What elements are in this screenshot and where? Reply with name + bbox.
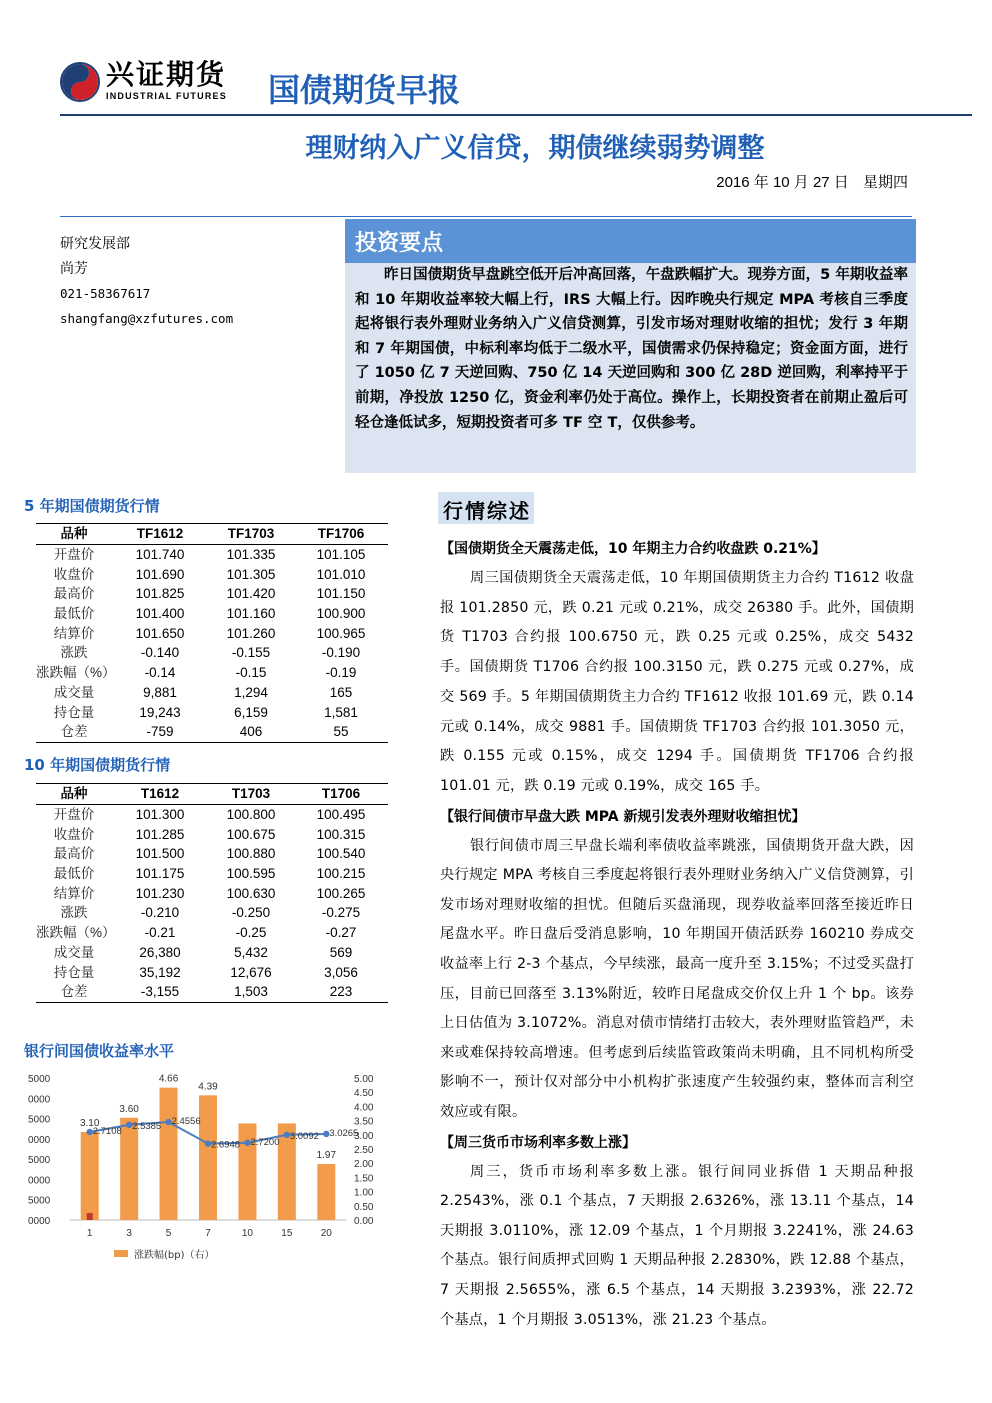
- header-divider: [60, 114, 972, 116]
- table-cell: 1,581: [324, 704, 358, 720]
- right-axis-tick: 4.00: [354, 1102, 374, 1114]
- right-axis-tick: 5.00: [354, 1074, 374, 1085]
- left-axis-tick: 5000: [28, 1195, 51, 1207]
- table10: [36, 783, 388, 1003]
- table-cell: 5,432: [234, 944, 268, 960]
- yield-point-label: 2.6948: [211, 1139, 241, 1151]
- bar-value-label: 4.39: [198, 1081, 218, 1093]
- column-header: 品种: [36, 784, 112, 805]
- key-points-box: [345, 263, 916, 473]
- table-cell: 101.500: [135, 846, 185, 862]
- left-axis-tick: 0000: [28, 1216, 51, 1227]
- table-cell: 101.150: [316, 586, 366, 602]
- key-points-header: [345, 219, 916, 263]
- table-row: [36, 844, 388, 864]
- table-cell: -3,155: [112, 982, 208, 1002]
- table-row: [36, 943, 388, 963]
- market-paragraph-1: 周三国债期货全天震荡走低，10 年期国债期货主力合约 T1612 收盘报 101.2850 元，跌 0.21 元或 0.21%，成交 26380 手。此外，国债期货 T1703 合约报 100.6750 元，跌 0.25 元或 0.25%，成交 5432 手。国债期货 T1706 合约报 100.3150 元，跌 0.275 元或 0.27%，成交 569 手。5 年期国债期货主力合约 TF1612 收报 101.69 元，跌 0.14 元或 0.14%，成交 9881 手。国债期货 TF1703 合约报 101.3050 元，跌 0.155 元或 0.15%，成交 1294 手。国债期货 TF1706 合约报 101.01 元，跌 0.19 元或 0.19%，成交 165 手。: [440, 570, 914, 794]
- table-row: [36, 544, 388, 564]
- section-divider: [60, 216, 912, 217]
- table-cell: 101.650: [135, 625, 185, 641]
- column-header: T1612: [112, 784, 208, 805]
- table-row: [36, 702, 388, 722]
- table10-title: 10 年期国债期货行情: [24, 756, 171, 774]
- table-cell: -0.250: [231, 905, 271, 921]
- table-cell: -0.210: [140, 905, 180, 921]
- yield-point-label: 2.4556: [171, 1116, 201, 1128]
- table-cell: 406: [208, 722, 294, 742]
- headline: 理财纳入广义信贷，期债继续弱势调整: [305, 133, 765, 164]
- table-row: [36, 722, 388, 742]
- table-row: [36, 824, 388, 844]
- bar-value-label: 3.10: [79, 1117, 100, 1129]
- x-axis-tick: 3: [126, 1228, 132, 1239]
- table-cell: 1,503: [208, 982, 294, 1002]
- column-header: TF1612: [112, 524, 208, 545]
- table-header-row: [36, 524, 388, 545]
- table-cell: -0.190: [321, 645, 361, 661]
- bar: [317, 1164, 335, 1220]
- table-cell: 100.800: [226, 807, 276, 823]
- yield-point-label: 3.0092: [289, 1130, 319, 1142]
- date-text: 2016 年 10 月 27 日: [716, 174, 849, 191]
- x-axis-tick: 7: [205, 1228, 211, 1239]
- table-cell: 101.230: [135, 885, 185, 901]
- table-cell: 100.540: [316, 846, 366, 862]
- table-cell: 19,243: [139, 704, 181, 720]
- left-axis-tick: 5000: [28, 1074, 51, 1085]
- bar: [81, 1132, 99, 1220]
- table-cell: 101.305: [226, 566, 276, 582]
- table-cell: 101.260: [226, 625, 276, 641]
- row-label: 持仓量: [53, 704, 95, 720]
- row-label: 涨跌: [60, 645, 88, 661]
- row-label: 开盘价: [53, 807, 95, 823]
- table-cell: 100.630: [226, 885, 276, 901]
- table-cell: -0.27: [325, 925, 357, 941]
- row-label: 涨跌幅（%）: [36, 665, 116, 681]
- market-section-header: [438, 492, 534, 524]
- table-cell: 165: [329, 684, 353, 700]
- column-header: TF1706: [294, 524, 388, 545]
- table-row: [36, 804, 388, 824]
- bar: [160, 1088, 178, 1220]
- table-cell: -0.21: [144, 925, 176, 941]
- right-axis-tick: 3.00: [354, 1130, 374, 1142]
- weekday-text: 星期四: [862, 174, 908, 191]
- table-cell: -0.15: [235, 665, 267, 681]
- key-points-title: 投资要点: [355, 231, 444, 256]
- chart-title: 银行间国债收益率水平: [24, 1042, 175, 1060]
- table-cell: 100.315: [316, 826, 366, 842]
- column-header: T1706: [294, 784, 388, 805]
- table-cell: 12,676: [230, 964, 272, 980]
- table-cell: 100.675: [226, 826, 276, 842]
- table-cell: 101.175: [135, 866, 185, 882]
- x-axis-tick: 20: [320, 1228, 332, 1239]
- table-cell: 100.900: [316, 606, 366, 622]
- right-axis-tick: 2.50: [354, 1145, 374, 1156]
- table-cell: 101.420: [226, 586, 276, 602]
- table-cell: 101.690: [135, 566, 185, 582]
- column-header: T1703: [208, 784, 294, 805]
- table-row: [36, 883, 388, 903]
- table-cell: 101.285: [135, 826, 185, 842]
- right-axis-tick: 0.00: [354, 1216, 374, 1227]
- table-cell: 9,881: [143, 684, 177, 700]
- row-label: 仓差: [36, 982, 112, 1002]
- bar-value-label: 1.97: [316, 1150, 337, 1162]
- x-axis-tick: 1: [86, 1228, 93, 1239]
- market-heading-1: 【国债期货全天震荡走低，10 年期主力合约收盘跌 0.21%】: [440, 541, 826, 557]
- table-cell: 35,192: [139, 964, 181, 980]
- logo-english-name: INDUSTRIAL FUTURES: [106, 91, 227, 101]
- row-label: 结算价: [53, 625, 95, 641]
- row-label: 持仓量: [53, 964, 95, 980]
- yield-point-label: 2.7108: [92, 1125, 122, 1137]
- row-label: 成交量: [53, 684, 95, 700]
- report-date: [706, 171, 908, 192]
- table-cell: 223: [294, 982, 388, 1002]
- table-cell: -759: [112, 722, 208, 742]
- row-label: 最低价: [53, 866, 95, 882]
- table-cell: -0.155: [231, 645, 271, 661]
- table-row: [36, 683, 388, 703]
- table-cell: 101.105: [316, 547, 366, 563]
- table-cell: 100.495: [316, 807, 366, 823]
- table-row: [36, 982, 388, 1002]
- table-cell: 26,380: [139, 944, 181, 960]
- table-row: [36, 604, 388, 624]
- table5: [36, 523, 388, 743]
- column-header: 品种: [36, 524, 112, 545]
- table-cell: 55: [294, 722, 388, 742]
- right-axis-tick: 1.00: [354, 1187, 374, 1199]
- market-heading-3: 【周三货币市场利率多数上涨】: [440, 1134, 636, 1151]
- key-points-text: 昨日国债期货早盘跳空低开后冲高回落，午盘跌幅扩大。现券方面，5 年期收益率和 10 年期收益率较大幅上行，IRS 大幅上行。因昨晚央行规定 MPA 考核自三季度起将银行表外理财业务纳入广义信贷测算，引发市场对理财收缩的担忧；发行 3 年期和 7 年期国债，中标利率均低于二级水平，国债需求仍保持稳定；资金面方面，进行了 1050 亿 7 天逆回购、750 亿 14 天逆回购和 300 亿 28D 逆回购，利率持平于前期，净投放 1250 亿，资金利率仍处于高位。操作上，长期投资者在前期止盈后可轻仓逢低试多，短期投资者可多 TF 空 T，仅供参考。: [355, 267, 908, 431]
- row-label: 仓差: [36, 722, 112, 742]
- row-label: 收盘价: [53, 826, 95, 842]
- bar-value-label: 4.66: [158, 1073, 179, 1085]
- left-axis-tick: 5000: [28, 1155, 51, 1167]
- market-paragraph-3: 周三，货币市场利率多数上涨。银行间同业拆借 1 天期品种报 2.2543%，涨 0.1 个基点，7 天期报 2.6326%，涨 13.11 个基点，14 天期报 3.0110%，涨 12.09 个基点，1 个月期报 3.2241%，涨 24.63 个基点。银行间质押式回购 1 天期品种报 2.2830%，跌 12.88 个基点，7 天期报 2.5655%，涨 6.5 个基点，14 天期报 3.2393%，涨 22.72 个基点，1 个月期报 3.0513%，涨 21.23 个基点。: [440, 1163, 914, 1328]
- right-axis-tick: 4.50: [354, 1088, 374, 1100]
- table-cell: -0.25: [235, 925, 267, 941]
- row-label: 结算价: [53, 885, 95, 901]
- table-cell: 100.265: [316, 885, 366, 901]
- table-row: [36, 962, 388, 982]
- table-cell: 101.010: [316, 566, 366, 582]
- table-cell: 101.160: [226, 606, 276, 622]
- bar: [120, 1118, 138, 1220]
- yield-point-label: 2.5385: [132, 1120, 162, 1132]
- table-cell: -0.19: [325, 665, 357, 681]
- row-label: 涨跌: [60, 905, 88, 921]
- table-cell: 100.215: [316, 866, 366, 882]
- table-cell: 100.880: [226, 846, 276, 862]
- right-axis-tick: 0.50: [354, 1201, 374, 1213]
- left-axis-tick: 0000: [28, 1175, 51, 1187]
- table-row: [36, 584, 388, 604]
- row-label: 开盘价: [53, 547, 95, 563]
- table-row: [36, 923, 388, 943]
- table-row: [36, 643, 388, 663]
- right-axis-tick: 1.50: [354, 1173, 374, 1185]
- table-cell: 1,294: [234, 684, 268, 700]
- table-cell: 101.740: [135, 547, 185, 563]
- table-cell: 3,056: [324, 964, 358, 980]
- left-axis-tick: 5000: [28, 1114, 51, 1126]
- table-header-row: [36, 784, 388, 805]
- company-logo-icon: [60, 62, 100, 102]
- report-title: 国债期货早报: [268, 71, 461, 109]
- table-cell: 100.965: [316, 625, 366, 641]
- market-section-title: 行情综述: [443, 499, 531, 523]
- yield-point-label: 2.7200: [250, 1136, 280, 1148]
- change-marker: [87, 1213, 93, 1220]
- table-cell: 6,159: [234, 704, 268, 720]
- legend-swatch: [114, 1250, 128, 1257]
- right-axis-tick: 3.50: [354, 1116, 374, 1128]
- row-label: 涨跌幅（%）: [36, 925, 116, 941]
- table-cell: -0.275: [321, 905, 361, 921]
- x-axis-tick: 5: [165, 1228, 172, 1239]
- logo-chinese-name: 兴证期货: [106, 58, 227, 91]
- author-dept: 研究发展部: [60, 235, 130, 251]
- table-row: [36, 663, 388, 683]
- table-row: [36, 864, 388, 884]
- bar: [199, 1095, 217, 1220]
- market-review: [440, 534, 914, 1335]
- table-cell: 101.400: [135, 606, 185, 622]
- left-axis-tick: 0000: [28, 1134, 51, 1146]
- table-cell: -0.14: [144, 665, 176, 681]
- yield-point-label: 3.0265: [329, 1127, 359, 1139]
- row-label: 收盘价: [53, 566, 95, 582]
- table-cell: 101.335: [226, 547, 276, 563]
- market-heading-2: 【银行间债市早盘大跌 MPA 新规引发表外理财收缩担忧】: [440, 808, 806, 825]
- table-cell: 569: [329, 944, 353, 960]
- author-name: 尚芳: [60, 260, 88, 276]
- row-label: 最低价: [53, 606, 95, 622]
- x-axis-tick: 10: [241, 1228, 253, 1239]
- table-row: [36, 903, 388, 923]
- left-axis-tick: 0000: [28, 1094, 51, 1106]
- table-row: [36, 623, 388, 643]
- x-axis-tick: 15: [281, 1228, 293, 1239]
- table-cell: -0.140: [140, 645, 180, 661]
- market-paragraph-2: 银行间债市周三早盘长端利率债收益率跳涨，国债期货开盘大跌，因央行规定 MPA 考核自三季度起将银行表外理财业务纳入广义信贷测算，引发市场对理财收缩的担忧。但随后买盘涌现，现券收益率回落至接近昨日尾盘水平。昨日盘后受消息影响，10 年期国开债活跃券 160210 券成交收益率上行 2-3 个基点，今早续涨，最高一度升至 3.15%；不过受买盘打压，目前已回落至 3.13%附近，较昨日尾盘成交价仅上升 1 个 bp。该券上日估值为 3.1072%。消息对债市情绪打击较大，表外理财监管趋严，未来或难保持较高增速。但考虑到后续监管政策尚未明确，且不同机构所受影响不一，预计仅对部分中小机构扩张速度产生较强约束，整体而言利空效应或有限。: [440, 837, 914, 1120]
- table5-title: 5 年期国债期货行情: [24, 497, 160, 515]
- yield-chart: [28, 1062, 398, 1272]
- table-cell: 101.300: [135, 807, 185, 823]
- column-header: TF1703: [208, 524, 294, 545]
- row-label: 成交量: [53, 944, 95, 960]
- bar-value-label: 3.60: [119, 1103, 139, 1115]
- table-row: [36, 564, 388, 584]
- row-label: 最高价: [53, 846, 95, 862]
- table-cell: 100.595: [226, 866, 276, 882]
- author-phone: 021-58367617: [60, 286, 151, 301]
- row-label: 最高价: [53, 586, 95, 602]
- legend-label: 涨跌幅(bp)（右）: [134, 1250, 215, 1261]
- table-cell: 101.825: [135, 586, 185, 602]
- right-axis-tick: 2.00: [354, 1159, 374, 1171]
- author-email: shangfang@xzfutures.com: [60, 311, 234, 326]
- author-info: [60, 231, 233, 331]
